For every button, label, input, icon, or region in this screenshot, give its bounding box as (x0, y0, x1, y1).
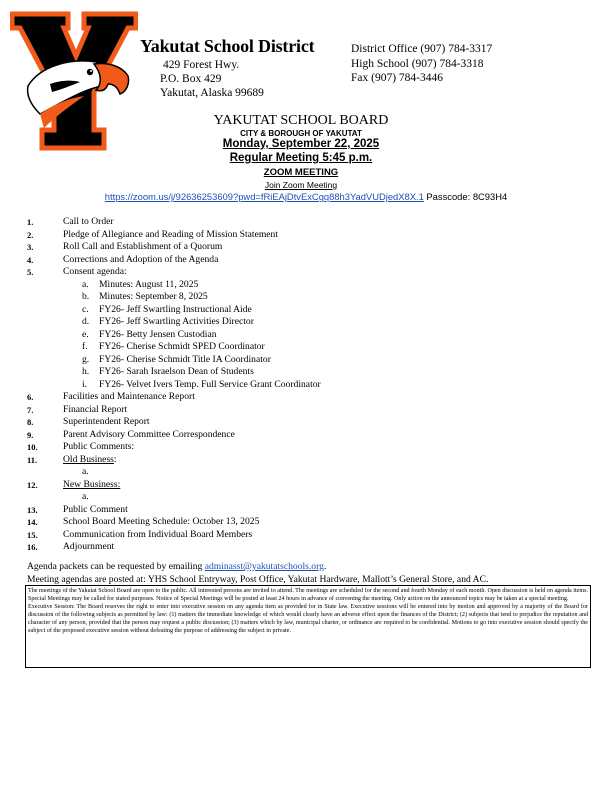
agenda-subitem (27, 379, 587, 392)
agenda-item-text (99, 341, 265, 354)
agenda-item-number: 8. (27, 417, 34, 427)
agenda-item-label: Consent agenda: (63, 266, 127, 277)
agenda-posted-note: Meeting agendas are posted at: YHS School Entryway, Post Office, Yakutat Hardware, Mallott’s General Store, and AC. (27, 574, 489, 585)
agenda-subitem (27, 491, 587, 504)
agenda-item-text (63, 241, 222, 254)
agenda-subitem (27, 279, 587, 292)
agenda-subitem (27, 366, 587, 379)
agenda-item-text (63, 541, 114, 554)
agenda-item-label: New Business: (63, 478, 121, 490)
agenda-subitem-letter: c. (82, 303, 89, 315)
address-line: Yakutat, Alaska 99689 (160, 87, 264, 99)
agenda-item-text (63, 516, 259, 529)
email-link[interactable]: adminasst@yakutatschools.org (204, 561, 324, 572)
agenda-item (27, 454, 587, 467)
zoom-passcode: Passcode: 8C93H4 (423, 191, 508, 202)
agenda-item-number: 14. (27, 517, 38, 527)
high-school-phone: High School (907) 784-3318 (351, 57, 484, 70)
agenda-subitem-letter: i. (82, 378, 88, 390)
agenda-item-label: Pledge of Allegiance and Reading of Mission Statement (63, 228, 279, 240)
agenda-item-number: 10. (27, 442, 38, 452)
agenda-item (27, 404, 587, 417)
district-contacts (351, 42, 492, 86)
agenda-subitem-letter: f. (82, 341, 88, 352)
agenda-item (27, 416, 587, 429)
agenda-item-number: 13. (27, 504, 38, 515)
agenda-item-label: Public Comment (63, 503, 128, 515)
agenda-item-text (63, 229, 278, 242)
agenda-item-label: FY26- Velvet Ivers Temp. Full Service Grant Coordinator (99, 378, 321, 390)
agenda-subitem-letter: a. (82, 491, 89, 502)
agenda-item-number: 3. (27, 242, 34, 252)
agenda-item-text (99, 279, 198, 292)
agenda-subitem-letter: b. (82, 291, 90, 302)
zoom-meeting-heading: ZOOM MEETING (263, 167, 339, 178)
agenda-item-number: 1. (27, 217, 34, 227)
zoom-link-line (60, 191, 552, 202)
agenda-subitem-letter: h. (82, 366, 90, 377)
notice-open-meetings: The meetings of the Yakutat School Board are open to the public. All interested persons are invited to attend. The meetings are scheduled for the second and fourth Monday of each month. Open discussion is held on agenda items. Special Meetings may be called for stated purposes. Notice of Special Meetings will be posted at least 24 hours in advance of convening the meeting. Only action on the announced topics may be taken at a special meeting. (28, 588, 588, 602)
agenda-list (27, 216, 587, 554)
address-line: P.O. Box 429 (160, 73, 222, 85)
agenda-item-text (99, 354, 271, 367)
agenda-item-text (63, 429, 235, 442)
agenda-item-suffix: : (113, 453, 117, 465)
agenda-item-text (63, 254, 218, 267)
packets-text: Agenda packets can be requested by emailing (27, 561, 205, 572)
agenda-item-label: FY26- Betty Jensen Custodian (99, 328, 217, 340)
agenda-item (27, 266, 587, 279)
agenda-item-number: 4. (27, 254, 34, 265)
agenda-item (27, 391, 587, 404)
agenda-subitem (27, 341, 587, 354)
agenda-item-text (99, 329, 217, 342)
agenda-item-label: Communication from Individual Board Members (63, 528, 253, 540)
agenda-item-text (99, 304, 252, 317)
agenda-item (27, 429, 587, 442)
agenda-item-label: Call to Order (63, 216, 114, 227)
agenda-item-text (63, 266, 127, 279)
public-notice-box (25, 585, 591, 668)
agenda-subitem-letter: a. (82, 278, 89, 290)
agenda-subitem-letter: g. (82, 353, 90, 365)
agenda-item-label: FY26- Sarah Israelson Dean of Students (99, 366, 254, 377)
agenda-item-label: FY26- Cherise Schmidt SPED Coordinator (99, 341, 265, 352)
agenda-item-number: 6. (27, 392, 34, 402)
fax-number: Fax (907) 784-3446 (351, 72, 443, 84)
agenda-item-label: FY26- Jeff Swartling Activities Director (99, 316, 254, 327)
agenda-item-label: FY26- Jeff Swartling Instructional Aide (99, 303, 252, 315)
agenda-item (27, 516, 587, 529)
agenda-item-label: Minutes: September 8, 2025 (99, 291, 208, 302)
agenda-item-number: 9. (27, 429, 34, 440)
agenda-item-label: Facilities and Maintenance Report (63, 391, 195, 402)
agenda-item-text (63, 391, 195, 404)
agenda-subitem (27, 329, 587, 342)
agenda-item (27, 441, 587, 454)
meeting-type: Regular Meeting 5:45 p.m. (229, 152, 373, 164)
agenda-item-label: FY26- Cherise Schmidt Title IA Coordinator (99, 353, 271, 365)
agenda-item (27, 529, 587, 542)
meeting-date: Monday, September 22, 2025 (222, 138, 380, 150)
zoom-link[interactable]: https://zoom.us/j/92636253609?pwd=fRiEAjDtvExCgq88h3YadVUDjedX8X.1 (104, 191, 424, 202)
agenda-packets-note (27, 561, 326, 572)
address-line: 429 Forest Hwy. (163, 59, 240, 71)
agenda-item-label: Old Business (63, 453, 114, 465)
agenda-subitem (27, 354, 587, 367)
agenda-item-label: Minutes: August 11, 2025 (99, 278, 199, 290)
agenda-item-text (63, 216, 114, 229)
agenda-item-label: Superintendent Report (63, 416, 150, 427)
agenda-item-label: School Board Meeting Schedule: October 13, 2025 (63, 516, 260, 527)
agenda-item-text (99, 379, 321, 392)
agenda-item-number: 11. (27, 454, 38, 465)
agenda-item (27, 504, 587, 517)
agenda-subitem-letter: a. (82, 466, 89, 477)
agenda-subitem-letter: d. (82, 316, 90, 327)
agenda-item-text (63, 454, 117, 467)
agenda-item-number: 2. (27, 229, 34, 240)
agenda-item-text (63, 441, 134, 454)
district-address (160, 58, 264, 100)
district-name: Yakutat School District (140, 36, 315, 56)
agenda-subitem (27, 466, 587, 479)
agenda-item-text (63, 479, 120, 492)
agenda-subitem (27, 316, 587, 329)
agenda-item-label: Corrections and Adoption of the Agenda (63, 253, 219, 265)
agenda-item-label: Roll Call and Establishment of a Quorum (63, 241, 223, 252)
agenda-item-text (63, 504, 128, 517)
agenda-item-number: 15. (27, 529, 38, 540)
agenda-item (27, 241, 587, 254)
agenda-subitem-letter: e. (82, 328, 89, 340)
agenda-item-text (63, 404, 127, 417)
agenda-item (27, 479, 587, 492)
agenda-item-text (99, 316, 254, 329)
agenda-item-label: Parent Advisory Committee Correspondence (63, 428, 235, 440)
packets-suffix: . (323, 561, 327, 572)
agenda-item (27, 254, 587, 267)
agenda-item (27, 229, 587, 242)
notice-executive-session: Executive Session: The Board reserves the right to enter into executive session on any agenda item as provided for in State law. Executive sessions will be entered into by motion and approved by a majority of the Board for discussion of the following subjects as permitted by law: (1) matters the immediate knowledge of which would clearly have an adverse effect upon the finances of the District; (2) subjects that tend to prejudice the reputation and character of any person, provided that the person may request a public discussion; (3) matters which by law, municipal charter, or ordinance are required to be confidential. Motions to go into executive session should specify the subject of the proposed executive session without defeating the purpose of addressing the subject in private. (28, 604, 588, 634)
agenda-item-text (99, 366, 254, 379)
agenda-item-text (99, 291, 208, 304)
agenda-subitem (27, 291, 587, 304)
agenda-item-text (63, 529, 252, 542)
agenda-item-number: 12. (27, 479, 38, 490)
board-title: YAKUTAT SCHOOL BOARD (213, 113, 389, 128)
district-office-phone: District Office (907) 784-3317 (351, 43, 493, 55)
agenda-subitem (27, 304, 587, 317)
agenda-item-text (63, 416, 150, 429)
agenda-item-label: Financial Report (63, 403, 128, 415)
agenda-item (27, 216, 587, 229)
city-borough: CITY & BOROUGH OF YAKUTAT (240, 129, 362, 138)
agenda-item-number: 5. (27, 267, 34, 277)
join-zoom-label: Join Zoom Meeting (264, 180, 338, 190)
agenda-item (27, 541, 587, 554)
agenda-item-label: Public Comments: (63, 441, 135, 452)
agenda-item-label: Adjournment (63, 541, 115, 552)
agenda-item-number: 7. (27, 404, 34, 415)
agenda-item-number: 16. (27, 542, 38, 552)
